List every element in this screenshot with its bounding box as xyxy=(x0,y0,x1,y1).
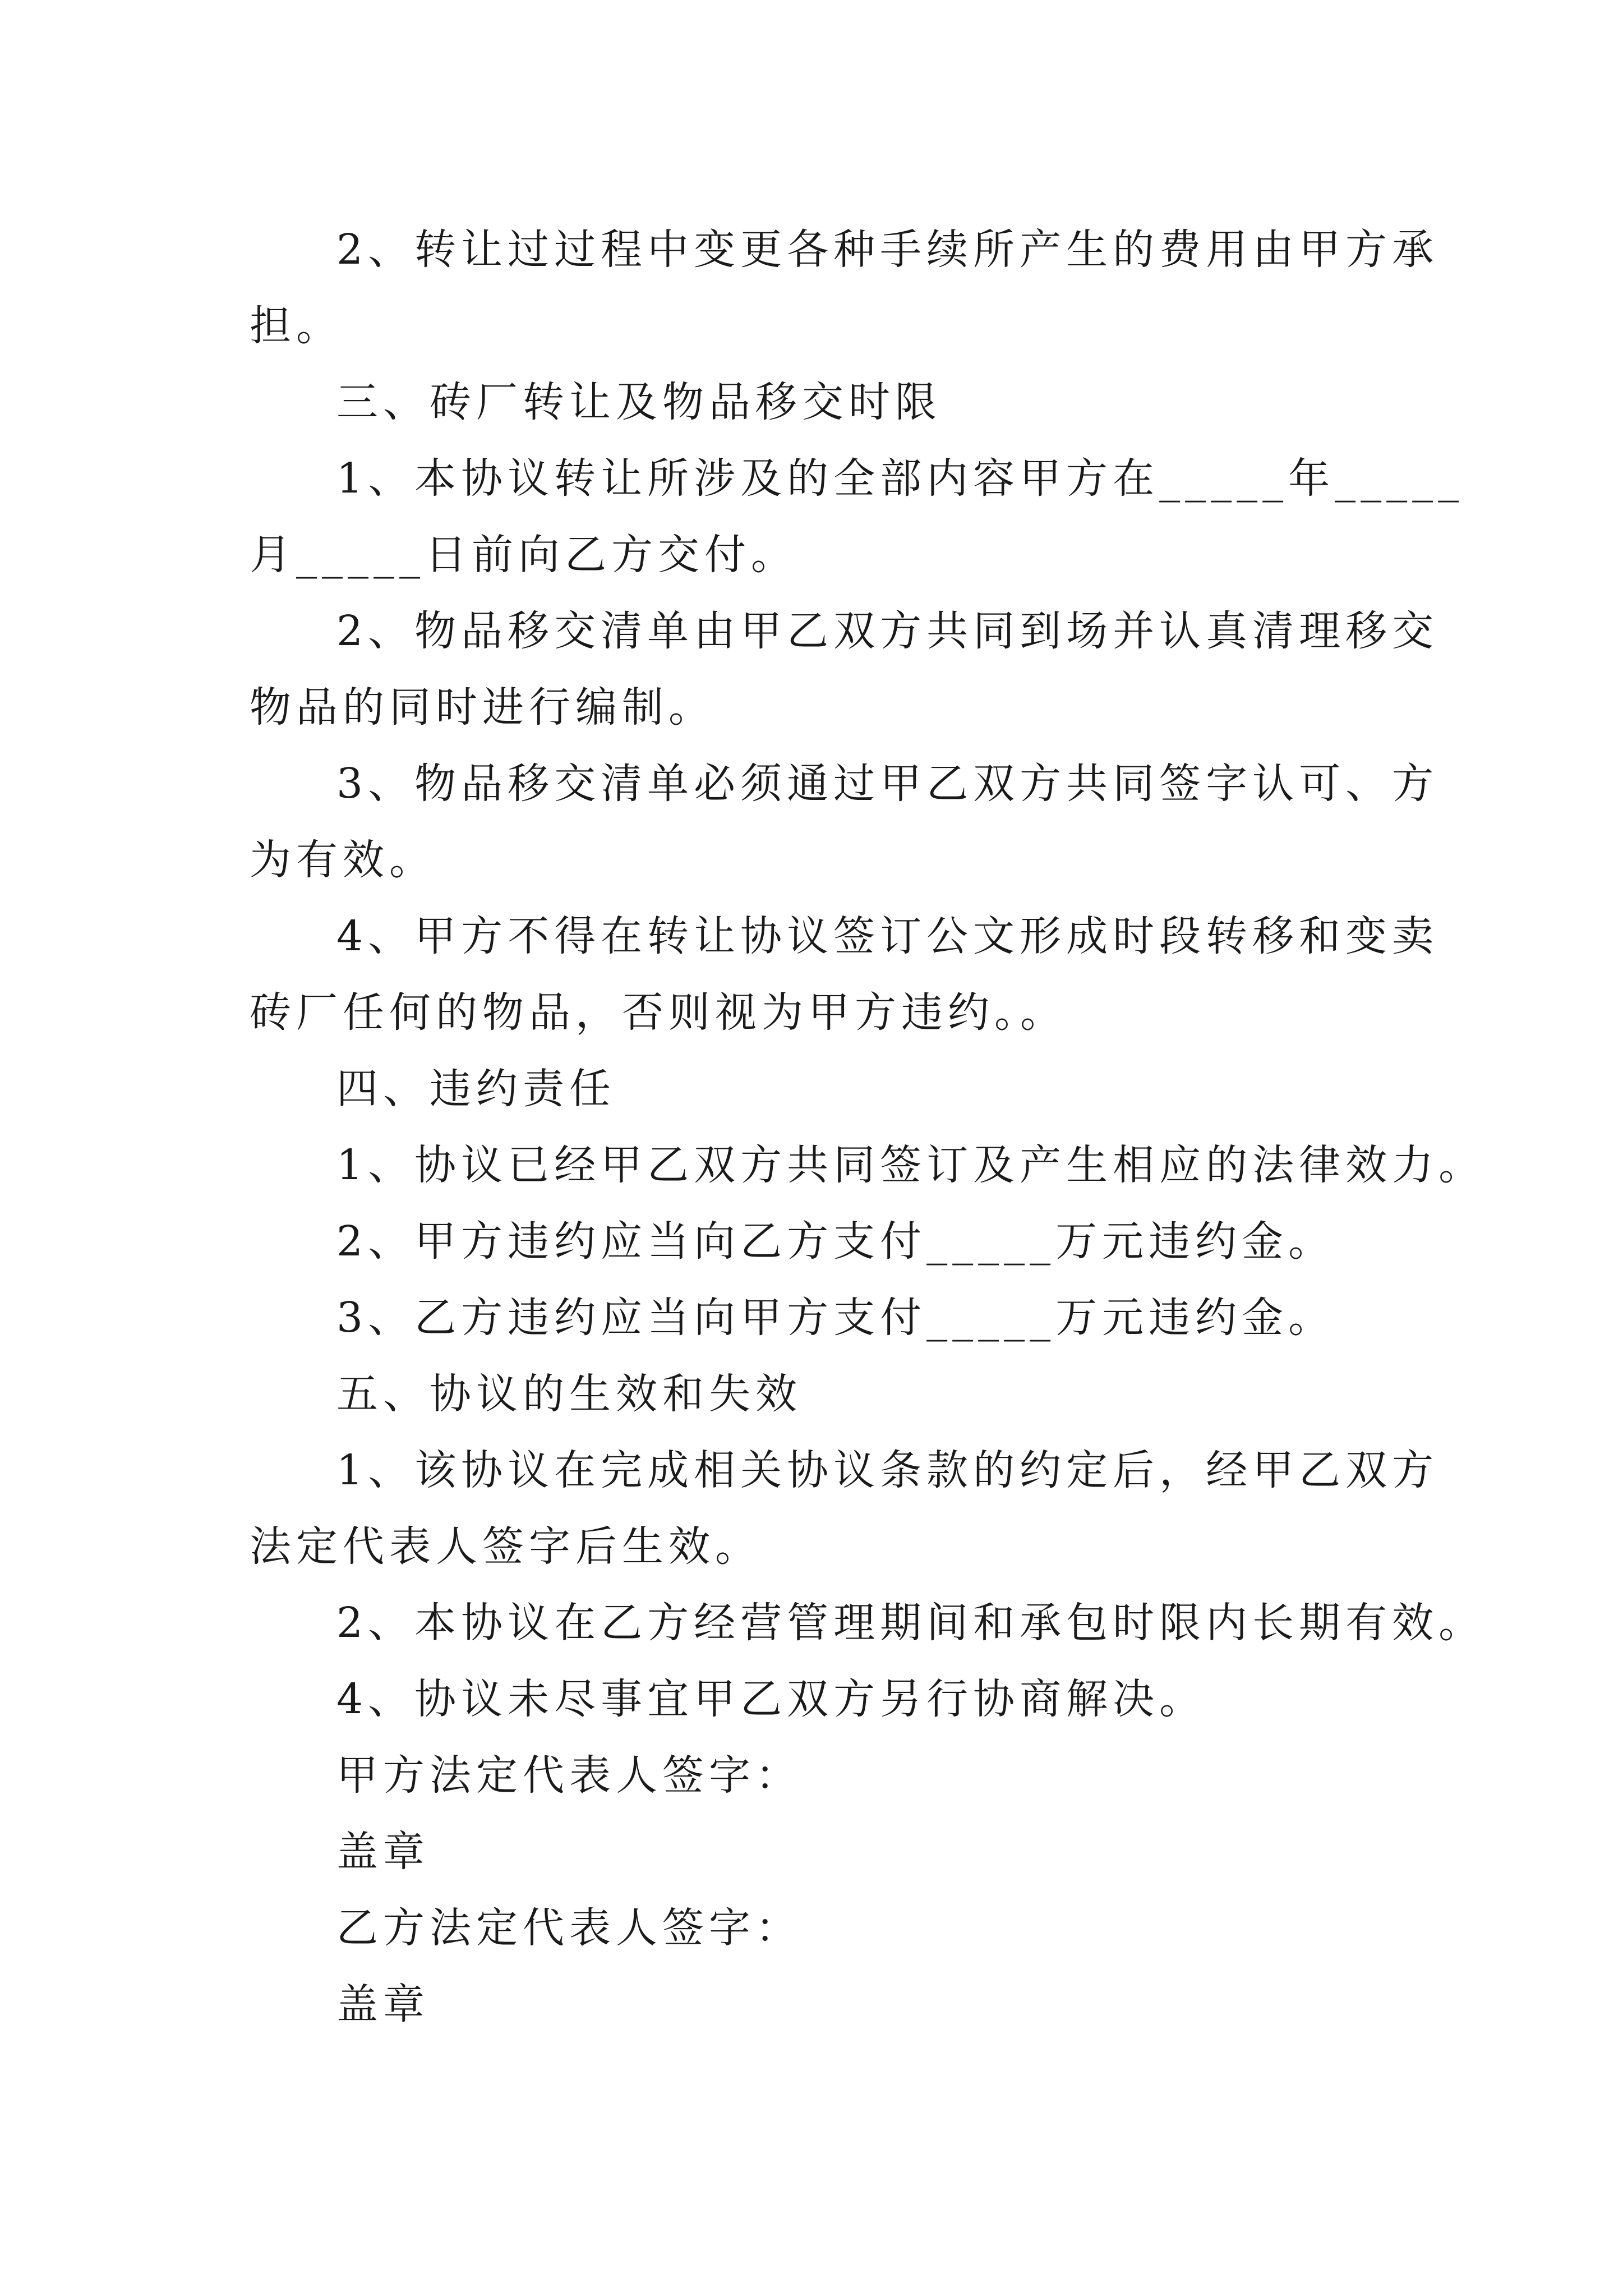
clause-4-1: 1、协议已经甲乙双方共同签订及产生相应的法律效力。 xyxy=(336,1141,1486,1189)
clause-4-3: 3、乙方违约应当向甲方支付_____万元违约金。 xyxy=(336,1294,1335,1342)
party-b-signature-label: 乙方法定代表人签字： xyxy=(336,1904,802,1952)
section-4-heading: 四、违约责任 xyxy=(336,1065,616,1113)
section-5-heading: 五、协议的生效和失效 xyxy=(336,1370,802,1418)
clause-3-4: 4、甲方不得在转让协议签订公文形成时段转移和变卖 xyxy=(336,912,1439,960)
clause-5-2: 2、本协议在乙方经营管理期间和承包时限内长期有效。 xyxy=(336,1599,1486,1647)
document-body xyxy=(250,211,1486,2042)
clause-5-4: 4、协议未尽事宜甲乙双方另行协商解决。 xyxy=(336,1675,1206,1723)
clause-3-3: 3、物品移交清单必须通过甲乙双方共同签字认可、方 xyxy=(336,760,1439,808)
party-a-seal-label: 盖章 xyxy=(336,1828,430,1876)
clause-4-2: 2、甲方违约应当向乙方支付_____万元违约金。 xyxy=(336,1217,1335,1266)
clause-2-fees: 2、转让过过程中变更各种手续所产生的费用由甲方承 xyxy=(336,226,1439,274)
clause-3-3-cont: 为有效。 xyxy=(250,836,436,884)
clause-2-fees-cont: 担。 xyxy=(250,302,343,350)
clause-3-2: 2、物品移交清单由甲乙双方共同到场并认真清理移交 xyxy=(336,607,1439,655)
section-3-heading: 三、砖厂转让及物品移交时限 xyxy=(336,378,942,426)
clause-3-4-cont: 砖厂任何的物品，否则视为甲方违约。。 xyxy=(250,988,1067,1037)
clause-3-2-cont: 物品的同时进行编制。 xyxy=(250,683,715,731)
clause-3-1: 1、本协议转让所涉及的全部内容甲方在_____年_____ xyxy=(336,454,1464,503)
clause-3-1-cont: 月_____日前向乙方交付。 xyxy=(250,531,797,579)
party-b-seal-label: 盖章 xyxy=(336,1980,430,2028)
clause-5-1-cont: 法定代表人签字后生效。 xyxy=(250,1522,762,1571)
clause-5-1: 1、该协议在完成相关协议条款的约定后，经甲乙双方 xyxy=(336,1446,1439,1494)
party-a-signature-label: 甲方法定代表人签字： xyxy=(336,1751,802,1800)
